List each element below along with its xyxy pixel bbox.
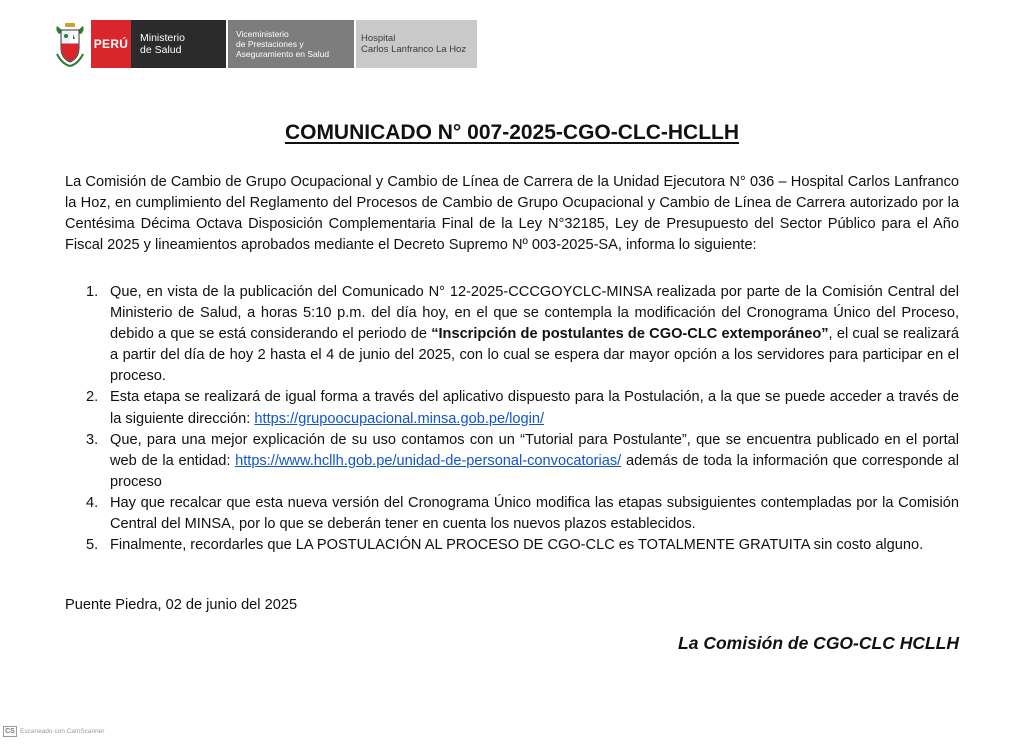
viceministerio-label: Viceministerio de Prestaciones y Aseguramiento en Salud bbox=[228, 20, 354, 68]
camscanner-logo-icon: CS bbox=[3, 726, 17, 737]
header-logos bbox=[53, 20, 477, 68]
numbered-list bbox=[86, 282, 959, 556]
list-item: 4. Hay que recalcar que esta nueva versión del Cronograma Único modifica las etapas subsiguientes contempladas por la Comisión Central del MINSA, por lo que se deberán tener en cuenta los nuevos plazos establecidos. bbox=[86, 494, 959, 533]
intro-paragraph: La Comisión de Cambio de Grupo Ocupacional y Cambio de Línea de Carrera de la Unidad Ejecutora N° 036 – Hospital Carlos Lanfranco la Hoz, en cumplimiento del Reglamento del Procesos de Cambio de Grupo Ocupacional y Cambio de Línea de Carrera autorizado por la Centésima Décima Octava Disposición Complementaria Final de la Ley N°32185, Ley de Presupuesto del Sector Público para el Año Fiscal 2025 y lineamientos aprobados mediante el Decreto Supremo Nº 003-2025-SA, informa lo siguiente: bbox=[65, 174, 959, 254]
document-title: COMUNICADO N° 007-2025-CGO-CLC-HCLLH bbox=[284, 121, 740, 144]
tutorial-link[interactable]: https://www.hcllh.gob.pe/unidad-de-personal-convocatorias/ bbox=[235, 452, 622, 469]
list-item: 2. Esta etapa se realizará de igual forma a través del aplicativo dispuesto para la Postulación, a la que se puede acceder a través de la siguiente dirección: https://grupoocupacional.minsa.gob.pe/login/ bbox=[86, 389, 959, 427]
list-item: 1. Que, en vista de la publicación del Comunicado N° 12-2025-CCCGOYCLC-MINSA realizada por parte de la Comisión Central del Ministerio de Salud, a horas 5:10 p.m. del día hoy, en el que se contempla la modificación del Cronograma Único del Proceso, debido a que se está considerando el periodo de “Inscripción de postulantes de CGO-CLC extemporáneo”, el cual se realizará a partir del día de hoy 2 hasta el 4 de junio del 2025, con lo cual se espera dar mayor opción a los servidores para participar en el proceso. bbox=[86, 284, 959, 385]
signature: La Comisión de CGO-CLC HCLLH bbox=[678, 633, 959, 653]
place-date: Puente Piedra, 02 de junio del 2025 bbox=[65, 597, 298, 613]
ministerio-label: Ministerio de Salud bbox=[131, 20, 226, 68]
coat-of-arms-icon bbox=[53, 20, 87, 68]
list-item: 5. Finalmente, recordarles que LA POSTULACIÓN AL PROCESO DE CGO-CLC es TOTALMENTE GRATUITA sin costo alguno. bbox=[86, 537, 924, 554]
postulacion-link[interactable]: https://grupoocupacional.minsa.gob.pe/login/ bbox=[254, 410, 545, 427]
scanner-footer bbox=[3, 726, 105, 737]
scanner-text: Escaneado con CamScanner bbox=[20, 728, 105, 735]
list-item: 3. Que, para una mejor explicación de su uso contamos con un “Tutorial para Postulante”, que se encuentra publicado en el portal web de la entidad: https://www.hcllh.gob.pe/unidad-de-personal-convocatorias/ además de toda la información que corresponde al proceso bbox=[86, 431, 960, 490]
hospital-label: Hospital Carlos Lanfranco La Hoz bbox=[356, 20, 477, 68]
peru-label: PERÚ bbox=[91, 20, 131, 68]
bold-phrase: “Inscripción de postulantes de CGO-CLC extemporáneo” bbox=[431, 326, 829, 343]
